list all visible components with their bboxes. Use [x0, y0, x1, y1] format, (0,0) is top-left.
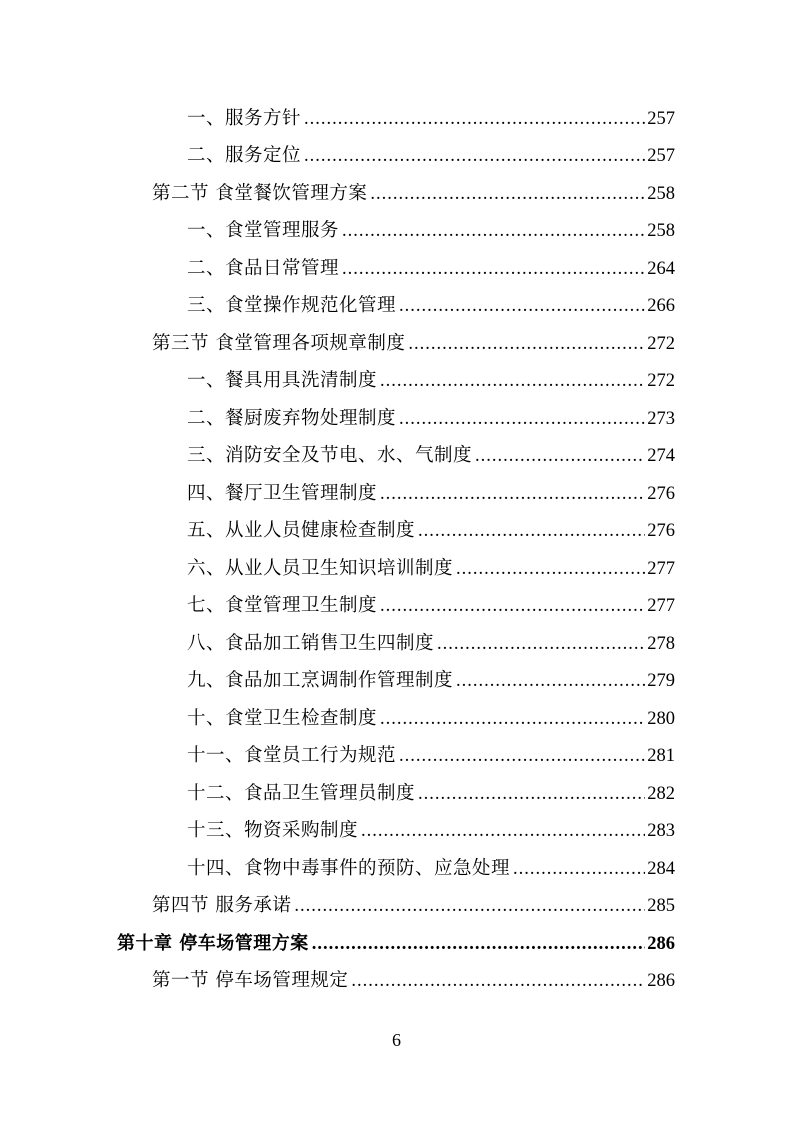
toc-entry-page: 258: [647, 184, 675, 204]
toc-entry[interactable]: [187, 704, 675, 734]
toc-entry-title: 一、服务方针: [187, 108, 302, 129]
toc-entry-page: 257: [647, 109, 675, 129]
toc-leader-dots: [304, 104, 645, 134]
toc-entry-title: 一、食堂管理服务: [187, 220, 340, 241]
toc-entry[interactable]: [187, 629, 675, 659]
toc-entry[interactable]: [187, 216, 675, 246]
toc-leader-dots: [437, 629, 645, 659]
toc-entry-page: 274: [647, 446, 675, 466]
toc-entry-page: 272: [647, 371, 675, 391]
toc-entry-title: 十、食堂卫生检查制度: [187, 708, 378, 729]
toc-entry[interactable]: [152, 966, 675, 996]
toc-entry-title: 第一节 停车场管理规定: [152, 970, 349, 991]
toc-leader-dots: [456, 666, 645, 696]
toc-entry-title: 十二、食品卫生管理员制度: [187, 783, 416, 804]
toc-entry-title: 第四节 服务承诺: [152, 895, 292, 916]
toc-entry-page: 273: [647, 409, 675, 429]
toc-entry-page: 283: [647, 821, 675, 841]
toc-entry-page: 284: [647, 859, 675, 879]
toc-leader-dots: [399, 291, 645, 321]
toc-entry-page: 264: [647, 259, 675, 279]
toc-entry-title: 一、餐具用具洗清制度: [187, 370, 378, 391]
toc-entry-title: 九、食品加工烹调制作管理制度: [187, 670, 454, 691]
toc-entry[interactable]: [187, 779, 675, 809]
toc-leader-dots: [456, 554, 645, 584]
toc-entry-title: 十一、食堂员工行为规范: [187, 745, 397, 766]
toc-entry-chapter[interactable]: [117, 929, 675, 959]
toc-entry[interactable]: [187, 666, 675, 696]
toc-entry-page: 277: [647, 596, 675, 616]
toc-entry[interactable]: [187, 741, 675, 771]
toc-leader-dots: [351, 966, 645, 996]
toc-entry[interactable]: [187, 291, 675, 321]
toc-entry-page: 285: [647, 896, 675, 916]
toc-entry[interactable]: [187, 479, 675, 509]
toc-entry[interactable]: [152, 329, 675, 359]
toc-entry[interactable]: [187, 366, 675, 396]
toc-entry[interactable]: [187, 816, 675, 846]
toc-entry-title: 第十章 停车场管理方案: [117, 933, 309, 954]
toc-entry-title: 二、服务定位: [187, 145, 302, 166]
page-number: 6: [392, 1030, 401, 1050]
toc-entry-title: 第三节 食堂管理各项规章制度: [152, 333, 406, 354]
toc-entry-title: 三、消防安全及节电、水、气制度: [187, 445, 473, 466]
toc-entry-page: 258: [647, 221, 675, 241]
toc-entry-title: 二、餐厨废弃物处理制度: [187, 408, 397, 429]
toc-leader-dots: [513, 854, 645, 884]
toc-entry-page: 257: [647, 146, 675, 166]
toc-entry[interactable]: [187, 254, 675, 284]
toc-leader-dots: [312, 929, 645, 959]
toc-entry-title: 五、从业人员健康检查制度: [187, 520, 416, 541]
toc-leader-dots: [304, 141, 645, 171]
toc-entry-page: 266: [647, 296, 675, 316]
toc-entry-page: 276: [647, 484, 675, 504]
toc-entry[interactable]: [187, 104, 675, 134]
toc-entry[interactable]: [187, 554, 675, 584]
toc-entry[interactable]: [187, 441, 675, 471]
toc-leader-dots: [408, 329, 645, 359]
toc-leader-dots: [342, 216, 645, 246]
toc-leader-dots: [380, 366, 645, 396]
toc-entry-page: 282: [647, 784, 675, 804]
toc-entry-title: 十四、食物中毒事件的预防、应急处理: [187, 858, 511, 879]
toc-entry-title: 三、食堂操作规范化管理: [187, 295, 397, 316]
toc-entry-page: 272: [647, 334, 675, 354]
toc-leader-dots: [361, 816, 645, 846]
toc-leader-dots: [380, 704, 645, 734]
toc-entry[interactable]: [152, 891, 675, 921]
toc-entry[interactable]: [187, 404, 675, 434]
toc-entry-page: 281: [647, 746, 675, 766]
toc-leader-dots: [418, 516, 645, 546]
toc-leader-dots: [342, 254, 645, 284]
toc-leader-dots: [380, 591, 645, 621]
toc-entry-title: 第二节 食堂餐饮管理方案: [152, 183, 368, 204]
toc-entry[interactable]: [187, 141, 675, 171]
toc-leader-dots: [418, 779, 645, 809]
toc-entry-page: 286: [647, 971, 675, 991]
toc-entry-page: 277: [647, 559, 675, 579]
toc-entry-title: 二、食品日常管理: [187, 258, 340, 279]
toc-entry[interactable]: [187, 591, 675, 621]
toc-entry-page: 280: [647, 709, 675, 729]
toc-leader-dots: [475, 441, 645, 471]
toc-entry-page: 278: [647, 634, 675, 654]
toc-entry[interactable]: [152, 179, 675, 209]
toc-entry-page: 286: [647, 934, 675, 954]
toc-entry[interactable]: [187, 516, 675, 546]
toc-leader-dots: [399, 404, 645, 434]
toc-entry-page: 276: [647, 521, 675, 541]
toc-entry-title: 十三、物资采购制度: [187, 820, 359, 841]
toc-entry-title: 七、食堂管理卫生制度: [187, 595, 378, 616]
toc-leader-dots: [294, 891, 645, 921]
toc-entry[interactable]: [187, 854, 675, 884]
toc-leader-dots: [399, 741, 645, 771]
toc-entry-page: 279: [647, 671, 675, 691]
toc-entry-title: 四、餐厅卫生管理制度: [187, 483, 378, 504]
toc-entry-title: 六、从业人员卫生知识培训制度: [187, 558, 454, 579]
toc-entry-title: 八、食品加工销售卫生四制度: [187, 633, 435, 654]
toc-leader-dots: [380, 479, 645, 509]
toc-leader-dots: [370, 179, 645, 209]
